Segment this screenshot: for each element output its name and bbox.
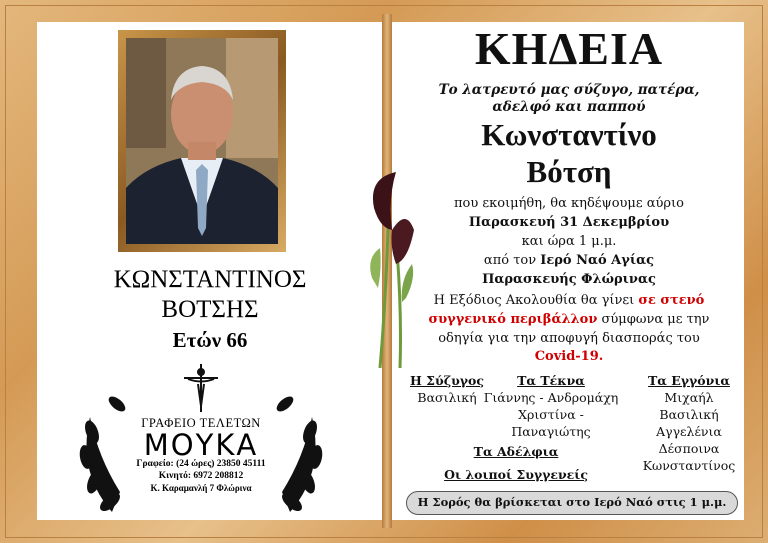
- siblings-heading-text: Τα Αδέλφια: [473, 444, 559, 459]
- deceased-age: Ετών 66: [172, 328, 248, 352]
- notice-intro-line1: Το λατρευτό μας σύζυγο, πατέρα,: [438, 82, 700, 98]
- church-name: Ιερό Ναό Αγίας: [540, 253, 655, 268]
- deceased-name-line2: ΒΟΤΣΗΣ: [161, 296, 259, 323]
- portrait-frame: [118, 30, 286, 252]
- funeral-home-phone: Γραφείο: (24 ώρες) 23850 45111: [136, 459, 266, 469]
- siblings-heading: [454, 443, 578, 460]
- portrait-photo: [126, 38, 278, 244]
- grandchildren-heading: Τα Εγγόνια: [648, 373, 730, 388]
- funeral-home-logo: [72, 362, 330, 522]
- child-pair-2: Χριστίνα - Παναγιώτης: [511, 407, 591, 439]
- spouse-name: Βασιλική: [417, 390, 477, 405]
- grandchildren-column: [634, 372, 744, 474]
- notice-covid: [410, 349, 728, 364]
- notice-church-2: Παρασκευής Φλώρινας: [482, 272, 656, 287]
- service-text-b: σύμφωνα με την: [601, 312, 710, 327]
- notice-service-2: [410, 312, 728, 327]
- relatives-heading-text: Οι λοιποί Συγγενείς: [444, 467, 588, 482]
- church-prefix: από τον: [483, 253, 537, 268]
- service-red-2: συγγενικό περιβάλλον: [428, 312, 598, 327]
- notice-first-name: Κωνσταντίνο: [481, 117, 657, 152]
- grandchild-4: Δέσποινα: [658, 441, 720, 456]
- grandchild-3: Αγγελένια: [656, 424, 722, 439]
- child-pair-1: Γιάννης - Ανδρομάχη: [483, 390, 619, 405]
- notice-intro-line2: αδελφό και παππού: [492, 99, 646, 115]
- covid-label: Covid-19.: [534, 349, 604, 364]
- grandchild-2: Βασιλική: [659, 407, 719, 422]
- relatives-heading: [434, 466, 598, 483]
- notice-service-1: [410, 293, 728, 308]
- notice-day: Παρασκευή 31 Δεκεμβρίου: [468, 215, 670, 230]
- service-text-a: Η Εξόδιος Ακολουθία θα γίνει: [433, 293, 635, 308]
- grandchild-1: Μιχαήλ: [664, 390, 714, 405]
- service-red-1: σε στενό: [638, 293, 705, 308]
- notice-surname: Βότση: [526, 154, 612, 189]
- notice-service-3: οδηγία για την αποφυγή διασποράς του: [438, 331, 700, 346]
- spouse-column: [404, 372, 490, 406]
- notice-time: και ώρα 1 μ.μ.: [521, 234, 617, 249]
- deceased-name-line1: ΚΩΝΣΤΑΝΤΙΝΟΣ: [113, 266, 307, 293]
- children-column: [480, 372, 622, 440]
- funeral-home-mobile: Κινητό: 6972 208812: [158, 471, 244, 481]
- viewing-notice-bar: Η Σορός θα βρίσκεται στο Ιερό Ναό στις 1 μ.μ.: [406, 491, 738, 515]
- notice-line-a: που εκοιμήθη, θα κηδέψουμε αύριο: [453, 196, 684, 211]
- funeral-home-address: Κ. Καραμανλή 7 Φλώρινα: [150, 483, 252, 493]
- grandchild-5: Κωνσταντίνος: [642, 458, 736, 473]
- funeral-home-label: ΓΡΑΦΕΙΟ ΤΕΛΕΤΩΝ: [141, 416, 261, 430]
- children-heading: Τα Τέκνα: [517, 373, 585, 388]
- funeral-home-name: ΜΟΥΚΑ: [143, 428, 259, 462]
- spouse-heading: Η Σύζυγος: [410, 373, 484, 388]
- crucifix-icon: [184, 364, 218, 412]
- notice-church: [410, 253, 728, 268]
- notice-title: ΚΗΔΕΙΑ: [474, 23, 664, 74]
